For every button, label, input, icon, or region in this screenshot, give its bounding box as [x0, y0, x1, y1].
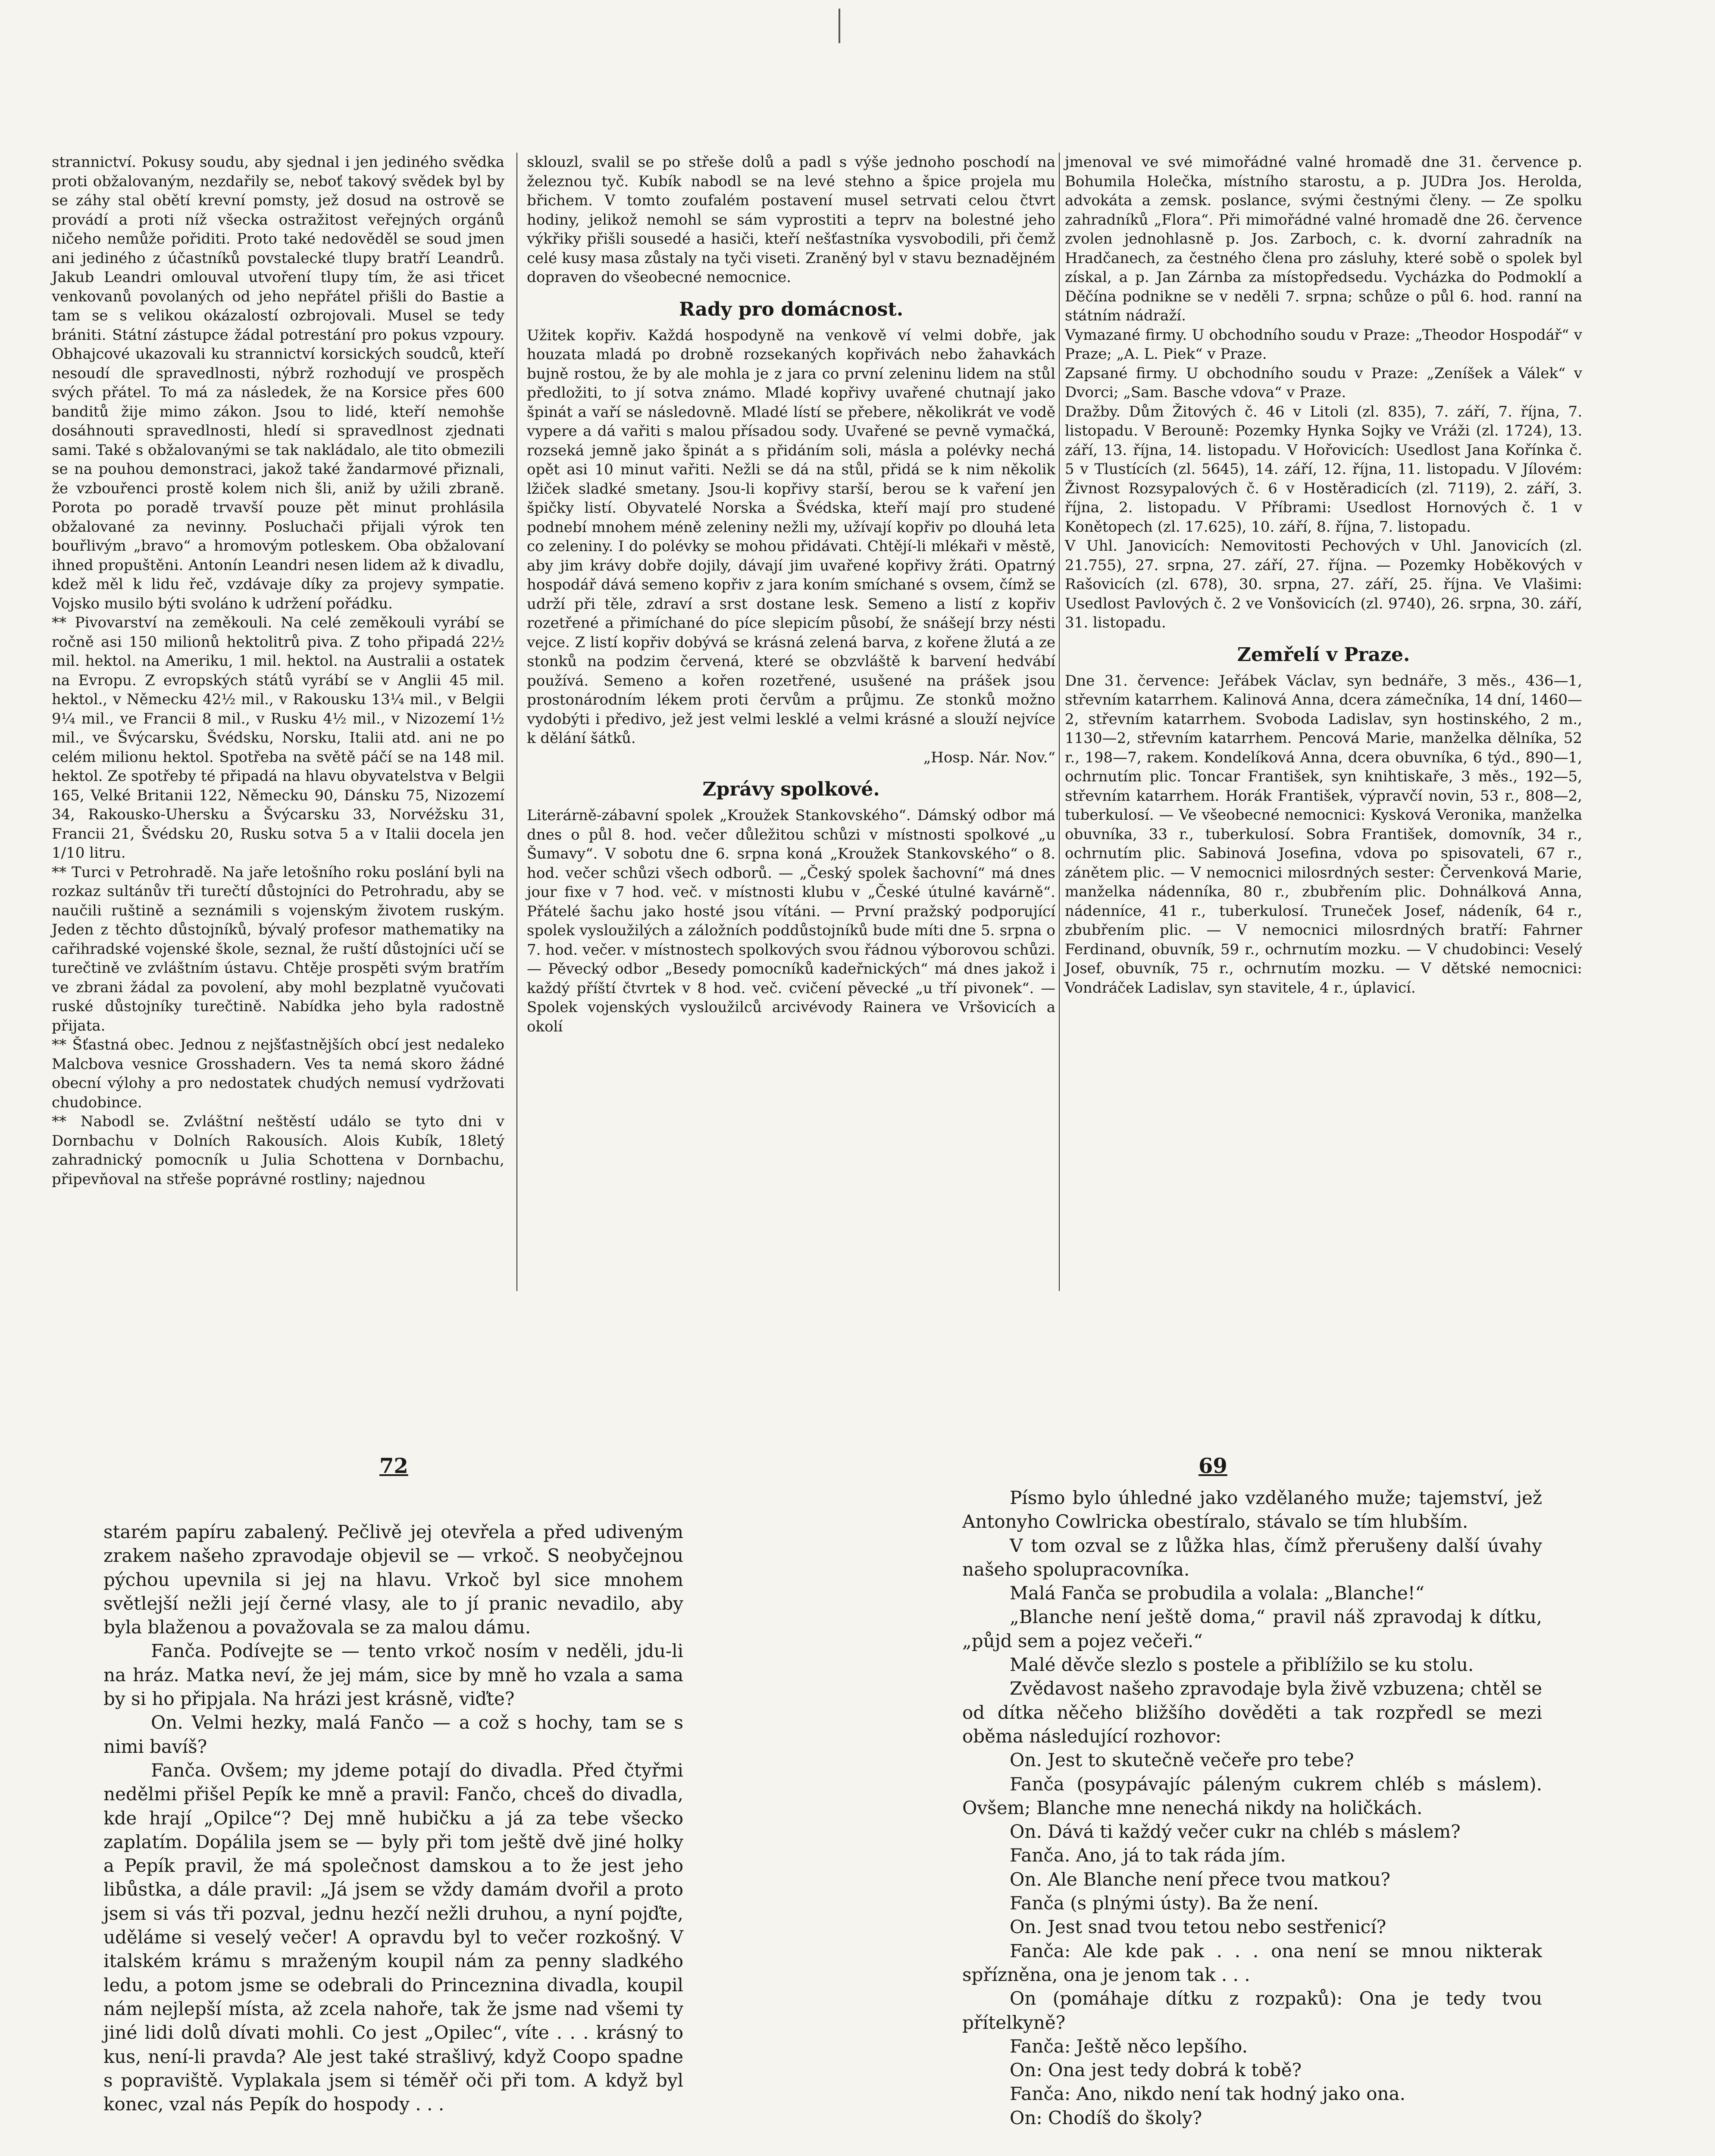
article-paragraph: V Uhl. Janovicích: Nemovitosti Pechových v Uhl. Janovicích (zl. 21.755), 27. srpna, 27. září, 27. října. — Pozemky Hoběkových v Rašovicích (zl. 678), 30. srpna, 27. září, 25. října. Ve Vlašimi: Usedlost Pavlových č. 2 ve Vonšovicích (zl. 9740), 26. srpna, 30. září, 31. listopadu.	[1065, 537, 1582, 631]
page-number-right: 69	[1199, 1454, 1227, 1478]
column-divider-2	[1059, 153, 1060, 1291]
section-heading: Zprávy spolkové.	[702, 778, 880, 800]
column-left	[52, 153, 504, 1189]
section-heading: Rady pro domácnost.	[679, 298, 904, 320]
page-number-left: 72	[379, 1454, 408, 1478]
story-paragraph: „Blanche není ještě doma,“ pravil náš zpravodaj k dítku, „půjd sem a pojez večeři.“	[962, 1606, 1542, 1651]
story-paragraph: Písmo bylo úhledné jako vzdělaného muže; tajemství, jež Antonyho Cowlricka obestíralo, stávalo se tím hlubším.	[962, 1487, 1542, 1532]
story-left	[103, 1520, 683, 2116]
article-paragraph: Vymazané firmy. U obchodního soudu v Praze: „Theodor Hospodář“ v Praze; „A. L. Piek“ v Praze.	[1065, 326, 1582, 363]
story-paragraph: On: Ona jest tedy dobrá k tobě?	[1010, 2059, 1302, 2081]
article-paragraph: ** Šťastná obec. Jednou z nejšťastnějších obcí jest nedaleko Malcbova vesnice Grosshadern. Ves ta nemá skoro žádné obecní výlohy a pro nedostatek chudých nemusí vydržovati chudobince.	[52, 1036, 504, 1111]
article-paragraph: sklouzl, svalil se po střeše dolů a padl s výše jednoho poschodí na železnou tyč. Kubík nabodl se na levé stehno a špice projela mu břichem. V tomto zoufalém postavení musel setrvati celou čtvrt hodiny, jelikož nemohl se sám vyprostiti a teprv na bolestné jeho výkřiky přišli sousedé a hasiči, kteří nešťastníka vysvobodili, při čemž celé kusy masa zůstaly na tyči viseti. Zraněný byl v stavu beznadějném dopraven do všeobecné nemocnice.	[527, 154, 1055, 286]
story-paragraph: Malé děvče slezlo s postele a přiblížilo se ku stolu.	[1010, 1654, 1474, 1676]
story-paragraph: On. Jest to skutečně večeře pro tebe?	[1010, 1749, 1354, 1771]
article-paragraph: ** Turci v Petrohradě. Na jaře letošního roku poslání byli na rozkaz sultánův tři turečtí důstojníci do Petrohradu, aby se naučili ruštině a seznámili s vojenským životem ruským. Jeden z těchto důstojníků, bývalý profesor mathematiky na cařihradské vojenské škole, seznal, že ruští důstojníci učí se turečtině ve zvláštním ústavu. Chtěje prospěti svým bratřím ve zbrani žádal za povolení, aby mohl bezplatně vyučovati ruské důstojníky turečtině. Nabídka jeho byla radostně přijata.	[52, 863, 504, 1034]
story-paragraph: On: Chodíš do školy?	[1010, 2107, 1202, 2128]
column-divider-1	[516, 153, 517, 1291]
column-right	[1065, 153, 1582, 997]
story-paragraph: V tom ozval se z lůžka hlas, čímž přerušeny další úvahy našeho spolupracovníka.	[962, 1535, 1542, 1580]
source-attribution: „Hosp. Nár. Nov.“	[923, 749, 1055, 766]
story-paragraph: Fanča. Podívejte se — tento vrkoč nosím v neděli, jdu-li na hráz. Matka neví, že jej mám, sice by mně ho vzala a sama by si ho připjala. Na hrázi jest krásně, viďte?	[103, 1640, 683, 1710]
article-paragraph: ** Pivovarství na zeměkouli. Na celé zeměkouli vyrábí se ročně asi 150 milionů hektolitrů piva. Z toho připadá 22½ mil. hektol. na Ameriku, 1 mil. hektol. na Australii a ostatek na Evropu. Z evropských států vyrábí se v Anglii 45 mil. hektol., v Německu 42½ mil., v Rakousku 13¼ mil., v Belgii 9¼ mil., ve Francii 8 mil., v Rusku 4½ mil., v Nizozemí 1½ mil., ve Švýcarsku, Švédsku, Norsku, Italii atd. ani ne po celém milionu hektol. Spotřeba na světě páčí se na 148 mil. hektol. Ze spotřeby té připadá na hlavu obyvatelstva v Belgii 165, Velké Britanii 122, Německu 90, Dánsku 75, Nizozemí 34, Rakousko-Uhersku a Švýcarsku 33, Norvéžsku 31, Francii 21, Švédsku 20, Rusku sotva 5 a v Italii docela jen 1/10 litru.	[52, 614, 504, 862]
article-paragraph: Užitek kopřiv. Každá hospodyně na venkově ví velmi dobře, jak houzata mladá po drobně rozsekaných kopřivách nebo žahavkách bujně rostou, že by ale mohla je z jara co první zeleninu lidem na stůl předložiti, to jí sotva známo. Mladé kopřivy uvařené chutnají jako špinát a vaří se následovně. Mladé lístí se přebere, několikrát ve vodě vypere a dá vařiti s malou přísadou sody. Uvařené se pevně vymačká, rozseká jemně jako špinát a s přidáním soli, másla a polévky nechá opět asi 10 minut vařiti. Nežli se dá na stůl, přidá se k nim několik lžiček sladké smetany. Jsou-li kopřivy starší, berou se k vaření jen špičky listí. Obyvatelé Norska a Švédska, kteří mají pro studené podnebí mnohem méně zeleniny nežli my, užívají kopřiv po dlouhá leta co zeleniny. I do polévky se mohou přidávati. Chtějí-li mlékaři v městě, aby jim krávy dobře dojily, dávají jim uvařené kopřivy žráti. Opatrný hospodář dává semeno kopřiv z jara koním smíchané s ovsem, čímž se udrží při těle, zdraví a srst dostane lesk. Semeno a listí z kopřiv rozetřené a přimíchané do píce slepicím působí, že snášejí brzy nésti vejce. Z listí kopřiv dobývá se krásná zelená barva, z kořene žlutá a ze stonků na podzim červená, které se obzvláště k barvení hedvábí používá. Semeno a kořen rozetřené, usušené na prášek jsou prostonárodním lékem proti červům a průjmu. Ze stonků možno vydobýti i předivo, jež jest velmi lesklé a velmi krásné a slouží nejvíce k dělání šátků.	[527, 326, 1055, 747]
article-paragraph: Literárně-zábavní spolek „Kroužek Stankovského“. Dámský odbor má dnes o půl 8. hod. večer důležitou schůzi v místnosti spolkové „u Šumavy“. V sobotu dne 6. srpna koná „Kroužek Stankovského“ o 8. hod. večer schůzi všech odborů. — „Český spolek šachovní“ má dnes jour fixe v 7 hod. več. v místnosti klubu v „České útulné kavárně“. Přátelé šachu jako hosté jsou vítáni. — První pražský podporující spolek vysloužilých a záložních poddůstojníků bude míti dne 5. srpna o 7. hod. večer. v místnostech spolkových svou řádnou výborovou schůzi. — Pěvecký odbor „Besedy pomocníků kadeřnických“ má dnes jakož i každý příští čtvrtek v 8 hod. več. cvičení pěvecké „u tří pivonek“. — Spolek vojenských vysloužilců arcivévody Rainera ve Vršovicích a okolí	[527, 807, 1055, 1035]
story-right	[962, 1486, 1542, 2130]
article-paragraph: Dne 31. července: Jeřábek Václav, syn bednáře, 3 měs., 436—1, střevním katarrhem. Kalinová Anna, dcera zámečníka, 14 dní, 1460—2, střevním katarrhem. Svoboda Ladislav, syn hostinského, 2 m., 1130—2, střevním katarrhem. Pencová Marie, manželka dělníka, 52 r., 198—7, rakem. Kondelíková Anna, dcera obuvníka, 6 týd., 890—1, ochrnutím plic. Toncar František, syn knihtiskaře, 3 měs., 192—5, střevním katarrhem. Horák František, výpravčí novin, 53 r., 808—2, tuberkulosí. — Ve všeobecné nemocnici: Kysková Veronika, manželka obuvníka, 33 r., tuberkulosí. Sobra František, domovník, 34 r., ochrnutím plic. Sabinová Josefina, vdova po spisovateli, 67 r., zánětem plic. — V nemocnici milosrdných sester: Červenková Marie, manželka nádenníka, 80 r., zbubřením plic. Dohnálková Anna, nádenníce, 41 r., tuberkulosí. Truneček Josef, nádeník, 64 r., zbubřením plic. — V nemocnici milosrdných bratří: Fahrner Ferdinand, obuvník, 59 r., ochrnutím mozku. — V chudobinci: Veselý Josef, obuvník, 75 r., ochrnutím mozku. — V dětské nemocnici: Vondráček Ladislav, syn stavitele, 4 r., úplavicí.	[1065, 672, 1582, 997]
story-paragraph: On. Ale Blanche není přece tvou matkou?	[1010, 1868, 1390, 1890]
article-paragraph: strannictví. Pokusy soudu, aby sjednal i jen jediného svědka proti obžalovaným, nezdařily se, neboť takový svědek byl by se záhy stal obětí krevní pomsty, jež dosud na ostrově se provádí a proti níž všecka ostražitost veřejných orgánů ničeho nemůže pořiditi. Proto také nedověděl se soud jmen ani jediného z účastníků povstalecké tlupy bratří Leandrů. Jakub Leandri omlouval utvoření tlupy tím, že asi třicet venkovanů povolaných od jeho nepřátel přišli do Bastie a tam se s velikou okázalostí ozbrojovali. Musel se tedy brániti. Státní zástupce žádal potrestání pro pokus vzpoury. Obhajcové ukazovali ku strannictví korsických soudců, kteří nesoudí dle spravedlnosti, nýbrž rozhodují ve prospěch svých přátel. To má za následek, že na Korsice přes 600 banditů žije mimo zákon. Jsou to lidé, kteří nemohše dosáhnouti spravedlnosti, hledí si spravedlnost zjednati sami. Také s obžalovanými se tak nakládalo, ale tito obmezili se na pouhou demonstraci, jakož také žandarmové přiznali, že vzbouřenci prostě kolem nich šli, aniž by užili zbraně. Porota po poradě trvavší pouze pět minut prohlásila obžalované za nevinny. Posluchači přijali výrok ten bouřlivým „bravo“ a hromovým potleskem. Oba obžalovaní ihned propuštěni. Antonín Leandri nesen lidem až k divadlu, kdež měl k lidu řeč, vzdávaje díky za projevy sympatie. Vojsko musilo býti svoláno k udržení pořádku.	[52, 154, 504, 612]
column-middle	[527, 153, 1055, 1036]
story-paragraph: Fanča. Ovšem; my jdeme potají do divadla. Před čtyřmi nedělmi přišel Pepík ke mně a pravil: Fančo, chceš do divadla, kde hrají „Opilce“? Dej mně hubičku a já za tebe všecko zaplatím. Dopálila jsem se — byly při tom ještě dvě jiné holky a Pepík pravil, že má společnost damskou a to že jest jeho libůstka, a dále pravil: „Já jsem se vždy damám dvořil a proto jsem si vás tři pozval, jednu hezčí nežli druhou, a nyní pojďte, uděláme si veselý večer! A opravdu byl to večer rozkošný. V italském krámu s mraženým koupil nám za penny sladkého ledu, a potom jsme se odebrali do Princeznina divadla, koupil nám nejlepší místa, až zcela nahoře, tak že jsme nad všemi ty jiné lidi dolů dívati mohli. Co jest „Opilec“, víte . . . krásný to kus, není-li pravda? Ale jest také strašlivý, když Coopo spadne s popraviště. Vyplakala jsem si téměř oči při tom. A když byl konec, vzal nás Pepík do hospody . . .	[103, 1759, 683, 2115]
story-paragraph: On. Dává ti každý večer cukr na chléb s máslem?	[1010, 1821, 1461, 1843]
story-paragraph: Malá Fanča se probudila a volala: „Blanche!“	[1010, 1583, 1425, 1604]
article-paragraph: ** Nabodl se. Zvláštní neštěstí událo se tyto dni v Dornbachu v Dolních Rakousích. Alois Kubík, 18letý zahradnický pomocník u Julia Schottena v Dornbachu, připevňoval na střeše poprávné rostliny; najednou	[52, 1113, 504, 1188]
article-paragraph: Zapsané firmy. U obchodního soudu v Praze: „Zeníšek a Válek“ v Dvorci; „Sam. Basche vdova“ v Praze.	[1065, 364, 1582, 401]
story-paragraph: Fanča (posypávajíc páleným cukrem chléb s máslem). Ovšem; Blanche mne nenechá nikdy na holičkách.	[962, 1773, 1542, 1818]
story-paragraph: Fanča. Ano, já to tak ráda jím.	[1010, 1845, 1286, 1866]
story-paragraph: Fanča: Ještě něco lepšího.	[1010, 2035, 1248, 2057]
story-paragraph: starém papíru zabalený. Pečlivě jej otevřela a před udiveným zrakem našeho zpravodaje objevil se — vrkoč. S neobyčejnou pýchou upevnila si jej na hlavu. Vrkoč byl sice mnohem světlejší nežli její černé vlasy, ale to jí pranic nevadilo, aby byla blaženou a považovala se za malou dámu.	[103, 1521, 683, 1638]
article-paragraph: jmenoval ve své mimořádné valné hromadě dne 31. července p. Bohumila Holečka, místního starostu, a p. JUDra Jos. Herolda, advokáta a zemsk. poslance, svými čestnými členy. — Ze spolku zahradníků „Flora“. Při mimořádné valné hromadě dne 26. července zvolen jednohlasně p. Jos. Zarboch, c. k. dvorní zahradník na Hradčanech, za čestného člena pro zásluhy, které sobě o spolek byl získal, a p. Jan Zárnba za místopředsedu. Vycházka do Podmoklí a Děčína podnikne se v neděli 7. srpna; schůze o půl 6. hod. ranní na státním nádraží.	[1065, 154, 1582, 324]
section-heading: Zemřelí v Praze.	[1237, 643, 1410, 666]
story-paragraph: Fanča (s plnými ústy). Ba že není.	[1010, 1893, 1319, 1914]
story-paragraph: Zvědavost našeho zpravodaje byla živě vzbuzena; chtěl se od dítka něčeho bližšího dověděti a tak rozpředl se mezi oběma následující rozhovor:	[962, 1678, 1542, 1747]
article-paragraph: Dražby. Dům Žitových č. 46 v Litoli (zl. 835), 7. září, 7. října, 7. listopadu. V Berouně: Pozemky Hynka Sojky ve Vráži (zl. 1724), 13. září, 13. října, 14. listopadu. V Hořovicích: Usedlost Jana Kořínka č. 5 v Tlustících (zl. 5645), 14. září, 12. října, 11. listopadu. V Jílovém: Živnost Rozsypalových č. 6 v Hostěradicích (zl. 7119), 2. září, 3. října, 2. listopadu. V Příbrami: Usedlost Hornových č. 1 v Konětopech (zl. 17.625), 10. září, 8. října, 7. listopadu.	[1065, 403, 1582, 536]
story-paragraph: On (pomáhaje dítku z rozpaků): Ona je tedy tvou přítelkyně?	[962, 1988, 1542, 2033]
story-paragraph: Fanča: Ale kde pak . . . ona není se mnou nikterak spřízněna, ona je jenom tak . . .	[962, 1940, 1542, 1985]
story-paragraph: On. Jest snad tvou tetou nebo sestřenicí?	[1010, 1916, 1386, 1938]
story-paragraph: On. Velmi hezky, malá Fančo — a což s hochy, tam se s nimi bavíš?	[103, 1712, 683, 1757]
scan-mark	[839, 9, 840, 43]
story-paragraph: Fanča: Ano, nikdo není tak hodný jako ona.	[1010, 2083, 1405, 2105]
